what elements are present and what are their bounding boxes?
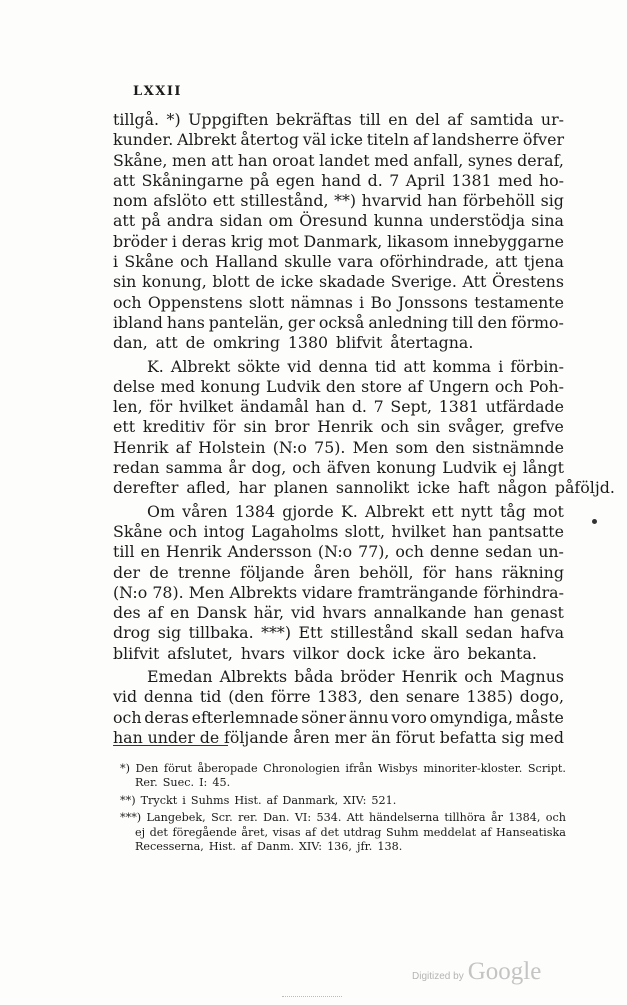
footnote [120,811,566,854]
text-line: Skåne och intog Lagaholms slott, hvilket han pantsatte [113,521,564,541]
text-line: till en Henrik Andersson (N:o 77), och denne sedan un- [113,542,564,562]
footnote-line: Recesserna, Hist. af Danm. XIV: 136, jfr. 138. [135,840,403,854]
footnote-line: ej det föregående året, visas af det utdrag Suhm meddelat af Hanseatiska [135,825,566,839]
text-line: des af en Dansk här, vid hvars annalkande han genast [113,603,564,623]
margin-mark [592,519,597,524]
text-line: nom afslöto ett stillestånd, **) hvarvid han förbehöll sig [113,191,564,211]
text-line: (N:o 78). Men Albrekts vidare framträngande förhindra- [113,582,564,602]
text-line: K. Albrekt sökte vid denna tid att komma i förbin- [147,356,564,376]
text-line: i Skåne och Halland skulle vara oförhindrade, att tjena [113,252,564,272]
footnotes [120,762,566,854]
text-line: Emedan Albrekts båda bröder Henrik och Magnus [147,667,564,687]
text-line: kunder. Albrekt återtog väl icke titeln af landsherre öfver [113,130,564,150]
footnote [120,794,566,808]
text-line: att på andra sidan om Öresund kunna understödja sina [113,211,564,231]
body-text [113,110,615,748]
text-line: ibland hans pantelän, ger också anledning till den förmo- [113,312,564,332]
text-line: sin konung, blott de icke skadade Sverige. Att Örestens [113,272,564,292]
text-line: Om våren 1384 gjorde K. Albrekt ett nytt tåg mot [147,501,564,521]
text-line: bröder i deras krig mot Danmark, likasom innebyggarne [113,231,564,251]
google-logo: Google [467,958,542,985]
text-line: der de trenne följande åren behöll, för hans räkning [113,562,564,582]
text-line: blifvit afslutet, hvars vilkor dock icke äro bekanta. [113,643,537,663]
text-line: redan samma år dog, och äfven konung Ludvik ej långt [113,458,564,478]
page-smudge [282,996,342,1001]
footnote-separator [113,745,228,746]
footnote-line: **) Tryckt i Suhms Hist. af Danmark, XIV: 521. [120,793,397,807]
text-line: vid denna tid (den förre 1383, den senare 1385) dogo, [113,687,564,707]
text-line: och deras efterlemnade söner ännu voro omyndiga, måste [113,707,564,727]
text-line: len, för hvilket ändamål han d. 7 Sept, 1381 utfärdade [113,397,564,417]
page-number: LXXII [133,84,182,99]
text-line: derefter afled, har planen sannolikt icke haft någon påföljd. [113,478,615,498]
text-line: ett kreditiv för sin bror Henrik och sin svåger, grefve [113,417,564,437]
text-line: han under de följande åren mer än förut befatta sig med [113,727,564,747]
text-line: Skåne, men att han oroat landet med anfall, synes deraf, [113,150,564,170]
text-line: tillgå. *) Uppgiften bekräftas till en del af samtida ur- [113,110,564,129]
text-line: och Oppenstens slott nämnas i Bo Jonssons testamente [113,292,564,312]
text-line: att Skåningarne på egen hand d. 7 April 1381 med ho- [113,170,564,190]
text-line: dan, att de omkring 1380 blifvit återtagna. [113,333,474,353]
digitized-by-watermark [412,958,541,986]
watermark-prefix: Digitized by [412,971,464,982]
footnote-line: *) Den förut åberopade Chronologien ifrån Wisbys minoriter-kloster. Script. [120,762,566,775]
footnote-line: ***) Langebek, Scr. rer. Dan. VI: 534. Att händelserna tillhöra år 1384, och [120,811,566,825]
text-line: Henrik af Holstein (N:o 75). Men som den sistnämnde [113,437,564,457]
text-line: delse med konung Ludvik den store af Ungern och Poh- [113,376,564,396]
footnote [120,762,566,791]
footnote-line: Rer. Suec. I: 45. [135,776,231,790]
text-line: drog sig tillbaka. ***) Ett stillestånd skall sedan hafva [113,623,564,643]
